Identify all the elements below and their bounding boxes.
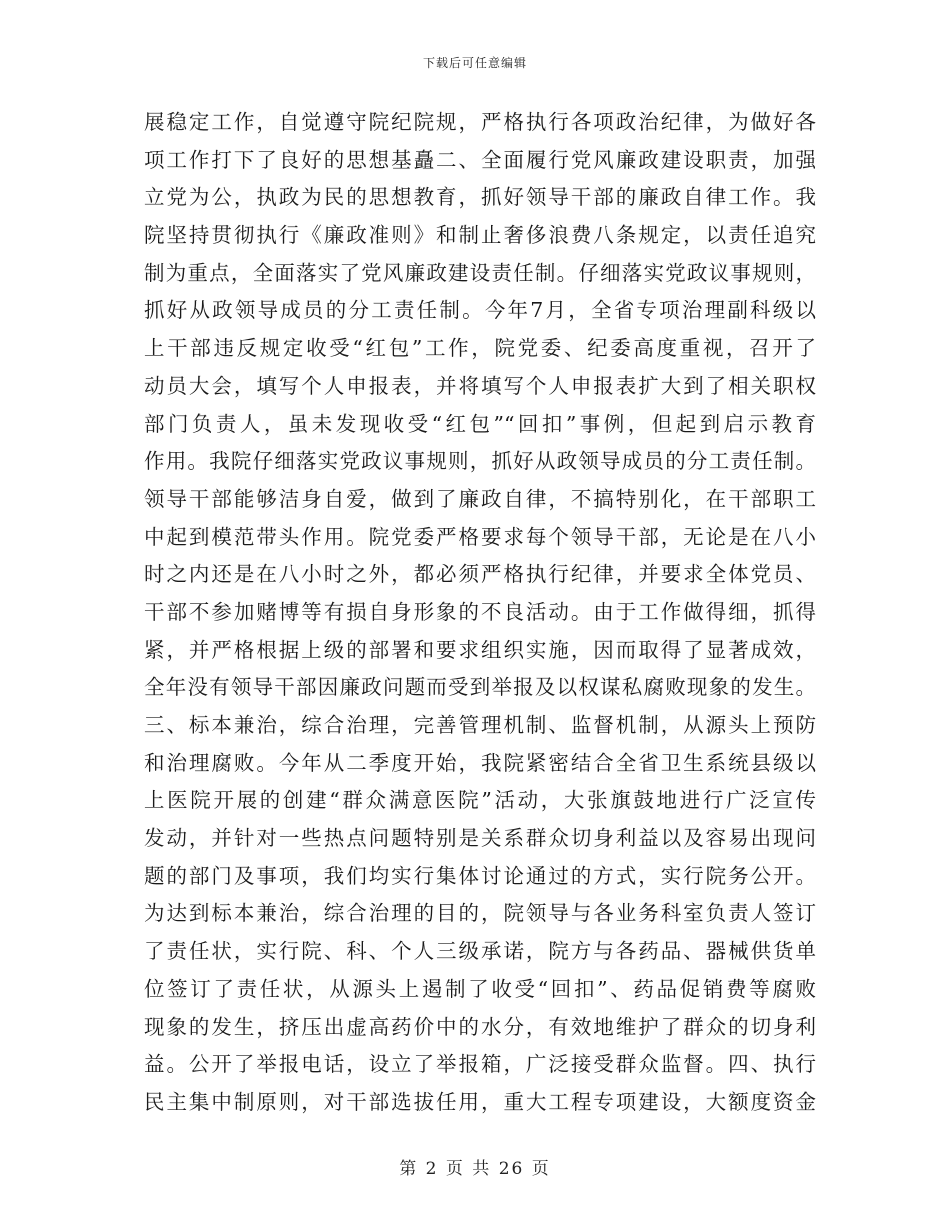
page-header-note: 下载后可任意编辑 — [422, 56, 527, 70]
paragraph-line: 现象的发生，挤压出虚高药价中的水分，有效地维护了群众的切身利 — [144, 1014, 816, 1039]
paragraph-line: 作用。我院仔细落实党政议事规则，抓好从政领导成员的分工责任制。 — [144, 449, 816, 474]
document-body — [144, 104, 816, 1122]
paragraph-line: 干部不参加赌博等有损自身形象的不良活动。由于工作做得细，抓得 — [144, 599, 816, 624]
paragraph-line: 全年没有领导干部因廉政问题而受到举报及以权谋私腐败现象的发生。 — [144, 675, 816, 700]
page-number-footer: 第 2 页 共 26 页 — [399, 1159, 551, 1179]
paragraph-line: 了责任状，实行院、科、个人三级承诺，院方与各药品、器械供货单 — [144, 939, 816, 964]
paragraph-line: 益。公开了举报电话，设立了举报箱，广泛接受群众监督。四、执行 — [144, 1052, 816, 1077]
paragraph-line: 项工作打下了良好的思想基矗二、全面履行党风廉政建设职责，加强 — [144, 147, 816, 172]
paragraph-line: 和治理腐败。今年从二季度开始，我院紧密结合全省卫生系统县级以 — [144, 750, 816, 775]
paragraph-line: 立党为公，执政为民的思想教育，抓好领导干部的廉政自律工作。我 — [144, 185, 816, 210]
paragraph-line: 动员大会，填写个人申报表，并将填写个人申报表扩大到了相关职权 — [144, 373, 816, 398]
paragraph-line: 制为重点，全面落实了党风廉政建设责任制。仔细落实党政议事规则， — [144, 260, 816, 285]
paragraph-line: 上医院开展的创建“群众满意医院”活动，大张旗鼓地进行广泛宣传 — [144, 788, 816, 813]
paragraph-line: 展稳定工作，自觉遵守院纪院规，严格执行各项政治纪律，为做好各 — [144, 110, 816, 134]
paragraph-line: 抓好从政领导成员的分工责任制。今年7月，全省专项治理副科级以 — [144, 298, 816, 323]
paragraph-line: 院坚持贯彻执行《廉政准则》和制止奢侈浪费八条规定，以责任追究 — [144, 223, 816, 248]
paragraph-line: 时之内还是在八小时之外，都必须严格执行纪律，并要求全体党员、 — [144, 562, 816, 587]
paragraph-line: 领导干部能够洁身自爱，做到了廉政自律，不搞特别化，在干部职工 — [144, 486, 816, 511]
paragraph-line: 中起到模范带头作用。院党委严格要求每个领导干部，无论是在八小 — [144, 524, 816, 549]
paragraph-line: 题的部门及事项，我们均实行集体讨论通过的方式，实行院务公开。 — [144, 863, 816, 888]
paragraph-line: 位签订了责任状，从源头上遏制了收受“回扣”、药品促销费等腐败 — [144, 976, 816, 1001]
paragraph-line: 上干部违反规定收受“红包”工作，院党委、纪委高度重视，召开了 — [144, 336, 816, 361]
paragraph-line: 部门负责人，虽未发现收受“红包”“回扣”事例，但起到启示教育 — [144, 411, 816, 436]
paragraph-line: 民主集中制原则，对干部选拔任用，重大工程专项建设，大额度资金 — [144, 1089, 816, 1114]
paragraph-line: 紧，并严格根据上级的部署和要求组织实施，因而取得了显著成效， — [144, 637, 816, 662]
paragraph-line: 三、标本兼治，综合治理，完善管理机制、监督机制，从源头上预防 — [144, 713, 816, 737]
paragraph-line: 发动，并针对一些热点问题特别是关系群众切身利益以及容易出现问 — [144, 826, 816, 851]
paragraph-line: 为达到标本兼治，综合治理的目的，院领导与各业务科室负责人签订 — [144, 901, 816, 926]
